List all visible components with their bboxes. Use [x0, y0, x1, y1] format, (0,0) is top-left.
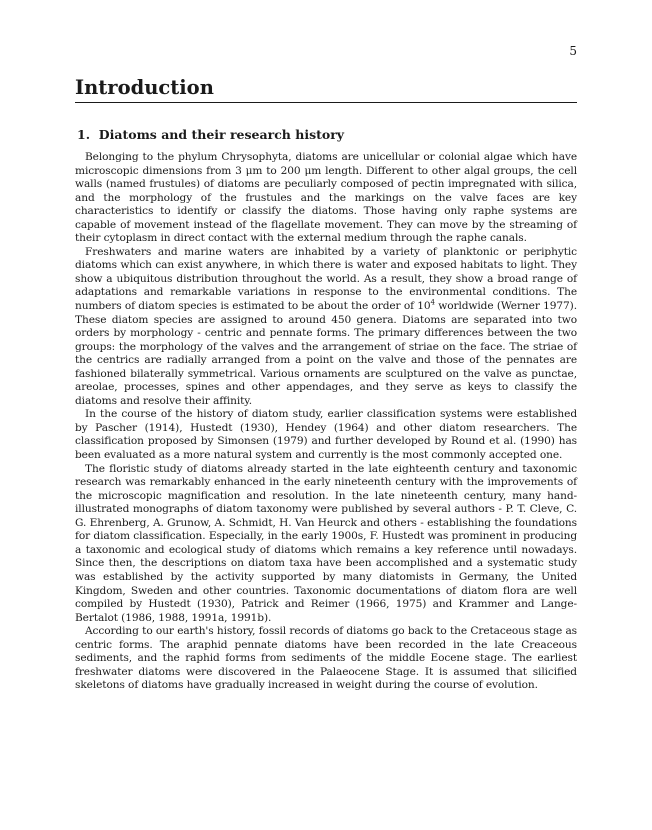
section-number: 1.: [77, 127, 91, 142]
paragraph-3: In the course of the history of diatom study, earlier classification systems were established by Pascher (1914), Hustedt (1930), Hendey (1964) and other diatom researchers. The classification proposed by Simonsen (1979) and further developed by Round et al. (1990) has been evaluated as a more natural system and currently is the most commonly accepted one.: [75, 408, 577, 462]
document-page: [75, 0, 577, 830]
paragraph-4: The floristic study of diatoms already started in the late eighteenth century and taxonomic research was remarkably enhanced in the early nineteenth century with the improvements of the microscopic magnification and resolution. In the late nineteenth century, many hand-illustrated monographs of diatom taxonomy were published by several authors - P. T. Cleve, C. G. Ehrenberg, A. Grunow, A. Schmidt, H. Van Heurck and others - establishing the foundations for diatom classification. Especially, in the early 1900s, F. Hustedt was prominent in producing a taxonomic and ecological study of diatoms which remains a key reference until nowadays. Since then, the descriptions on diatom taxa have been accomplished and a systematic study was established by the activity supported by many diatomists in Germany, the United Kingdom, Sweden and other countries. Taxonomic documentations of diatom flora are well compiled by Hustedt (1930), Patrick and Reimer (1966, 1975) and Krammer and Lange-Bertalot (1986, 1988, 1991a, 1991b).: [75, 462, 577, 624]
page-number: 5: [569, 44, 577, 58]
chapter-title: Introduction: [75, 76, 577, 103]
paragraph-5: According to our earth's history, fossil records of diatoms go back to the Cretaceous stage as centric forms. The araphid pennate diatoms have been recorded in the late Creaceous sediments, and the raphid forms from sediments of the middle Eocene stage. The earliest freshwater diatoms were discovered in the Palaeocene Stage. It is assumed that silicified skeletons of diatoms have gradually increased in weight during the course of evolution.: [75, 625, 577, 692]
paragraph-2: [75, 246, 577, 409]
paragraph-1: Belonging to the phylum Chrysophyta, diatoms are unicellular or colonial algae which have microscopic dimensions from 3 μm to 200 μm length. Different to other algal groups, the cell walls (named frustules) of diatoms are peculiarly composed of pectin impregnated with silica, and the morphology of the frustules and the markings on the valve faces are key characteristics to identify or classify the diatoms. Those having only raphe systems are capable of movement instead of the flagellate movement. They can move by the streaming of their cytoplasm in direct contact with the external medium through the raphe canals.: [75, 151, 577, 245]
section-title: Diatoms and their research history: [98, 127, 345, 142]
body-text: [75, 151, 577, 693]
exponent: 4: [430, 298, 435, 307]
paragraph-2-text-a: Freshwaters and marine waters are inhabited by a variety of planktonic or periphytic diatoms which can exist anywhere, in which there is water and exposed habitats to light. They show a ubiquitous distribution throughout the world. As a result, they show a broad range of adaptations and remarkable variations in response to the environmental conditions. The numbers of diatom species is estimated to be about the order of 10: [75, 245, 577, 313]
section-heading: [77, 127, 344, 143]
paragraph-2-text-b: worldwide (Werner 1977). These diatom species are assigned to around 450 genera. Diatoms are separated into two orders by morphology - centric and pennate forms. The primary differences between the two groups: the morphology of the valves and the arrangement of striae on the face. The striae of the centrics are radially arranged from a point on the valve and those of the pennates are fashioned bilaterally symmetrical. Various ornaments are sculptured on the valve as punctae, areolae, processes, spines and other appendages, and they serve as keys to classify the diatoms and resolve their affinity.: [75, 300, 577, 407]
